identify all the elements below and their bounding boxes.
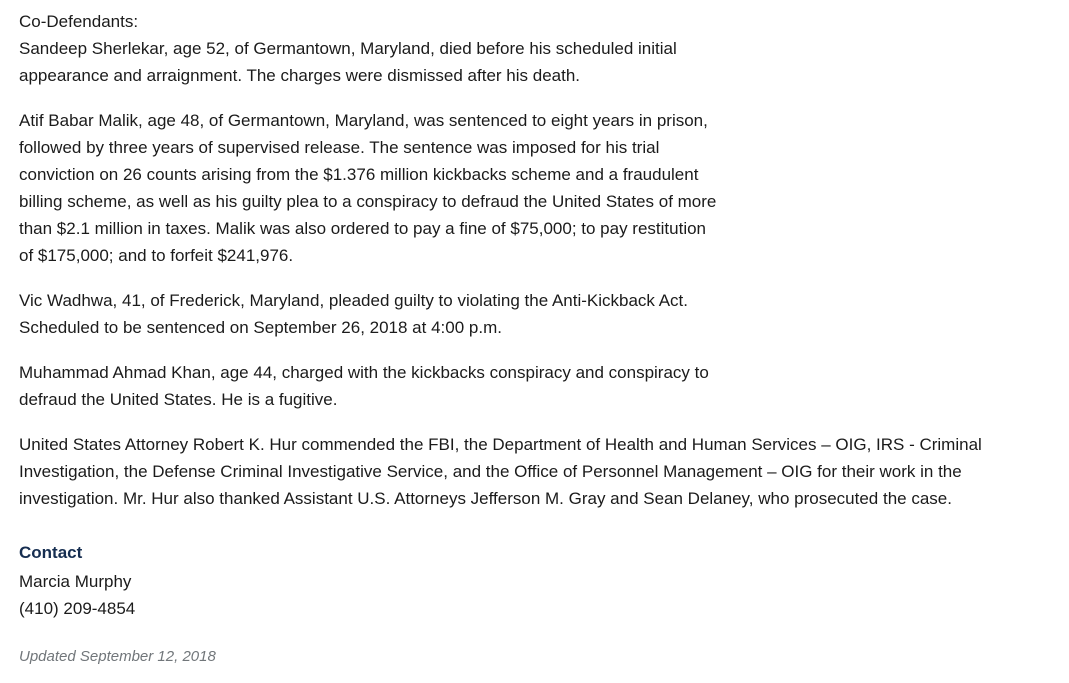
paragraph-line: defraud the United States. He is a fugitive. bbox=[19, 390, 338, 409]
paragraph-line: conviction on 26 counts arising from the $1.376 million kickbacks scheme and a fraudulent bbox=[19, 165, 699, 184]
paragraph-line: than $2.1 million in taxes. Malik was also ordered to pay a fine of $75,000; to pay restitution bbox=[19, 219, 707, 238]
spacer bbox=[19, 530, 1069, 539]
paragraph-line: Sandeep Sherlekar, age 52, of Germantown, Maryland, died before his scheduled initial bbox=[19, 39, 677, 58]
contact-phone: (410) 209-4854 bbox=[19, 599, 136, 618]
paragraph-line: investigation. Mr. Hur also thanked Assistant U.S. Attorneys Jefferson M. Gray and Sean Delaney, who prosecuted the case. bbox=[19, 489, 952, 508]
paragraph-line: of $175,000; and to forfeit $241,976. bbox=[19, 246, 294, 265]
paragraph-line: appearance and arraignment. The charges were dismissed after his death. bbox=[19, 66, 581, 85]
contact-heading: Contact bbox=[19, 543, 83, 562]
paragraph-line: Vic Wadhwa, 41, of Frederick, Maryland, pleaded guilty to violating the Anti-Kickback Act. bbox=[19, 291, 689, 310]
paragraph-line: Investigation, the Defense Criminal Investigative Service, and the Office of Personnel Management – OIG for their work in the bbox=[19, 462, 962, 481]
paragraph-line: United States Attorney Robert K. Hur commended the FBI, the Department of Health and Human Services – OIG, IRS - Criminal bbox=[19, 435, 982, 454]
contact-name: Marcia Murphy bbox=[19, 572, 132, 591]
paragraph-line: followed by three years of supervised release. The sentence was imposed for his trial bbox=[19, 138, 660, 157]
updated-date: Updated September 12, 2018 bbox=[19, 648, 216, 665]
paragraph-line: billing scheme, as well as his guilty plea to a conspiracy to defraud the United States of more bbox=[19, 192, 717, 211]
paragraph-line: Muhammad Ahmad Khan, age 44, charged with the kickbacks conspiracy and conspiracy to bbox=[19, 363, 709, 382]
paragraph-line: Scheduled to be sentenced on September 26, 2018 at 4:00 p.m. bbox=[19, 318, 502, 337]
paragraph-acknowledgments bbox=[19, 431, 1069, 512]
codefendants-heading: Co-Defendants: bbox=[19, 12, 139, 31]
paragraph-line: Atif Babar Malik, age 48, of Germantown, Maryland, was sentenced to eight years in prison, bbox=[19, 111, 708, 130]
paragraph-malik bbox=[19, 107, 1069, 269]
codefendants-block bbox=[19, 8, 1069, 89]
paragraph-wadhwa bbox=[19, 287, 1069, 341]
paragraph-khan bbox=[19, 359, 1069, 413]
contact-section bbox=[19, 539, 1069, 622]
